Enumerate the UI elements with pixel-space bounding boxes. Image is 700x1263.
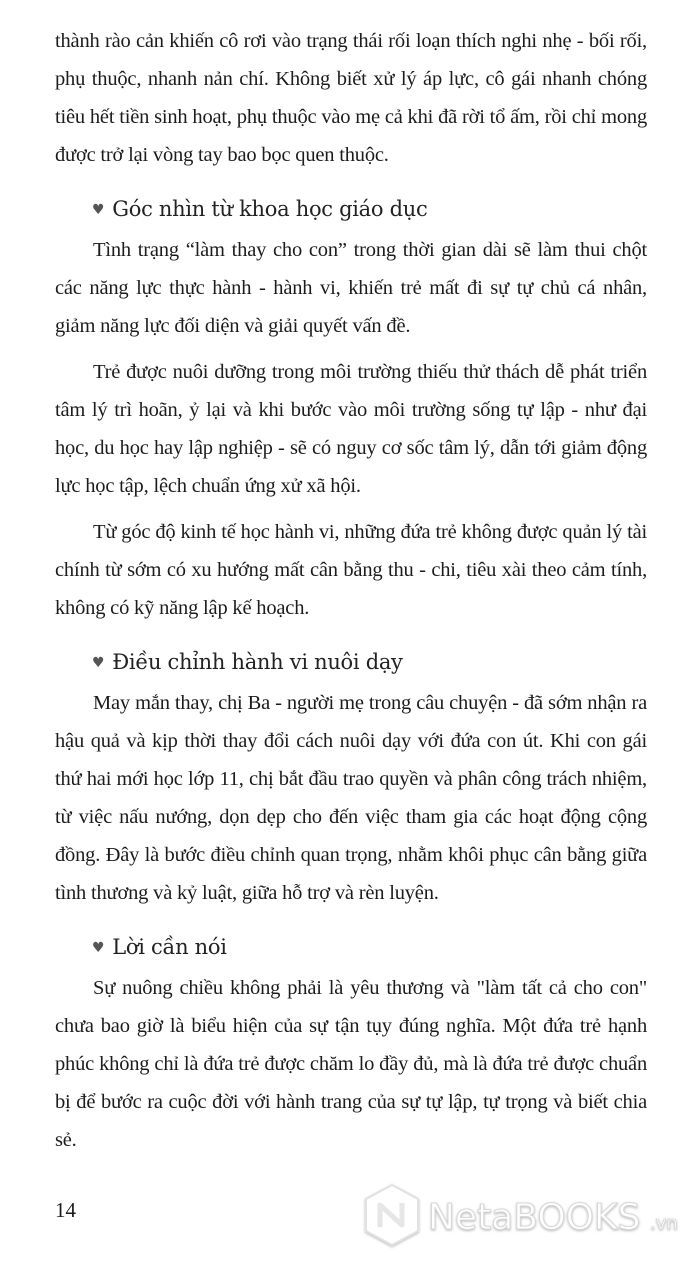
hexagon-n-logo-icon (366, 1185, 418, 1245)
section-heading-adjusting-parenting (92, 647, 647, 680)
heading-text: Lời cần nói (112, 935, 227, 959)
paragraph-doing-for-child: Tình trạng “làm thay cho con” trong thời gian dài sẽ làm thui chột các năng lực thực hành - hành vi, khiến trẻ mất đi sự tự chủ cá nhân, giảm năng lực đối diện và giải quyết vấn đề. (55, 239, 647, 337)
netabooks-watermark-logo (362, 1179, 692, 1259)
heart-icon: ♥ (92, 940, 105, 956)
watermark-suffix-text: .vn (650, 1213, 678, 1234)
paragraph-mother-story: May mắn thay, chị Ba - người mẹ trong câu chuyện - đã sớm nhận ra hậu quả và kịp thời thay đổi cách nuôi dạy với đứa con út. Khi con gái thứ hai mới học lớp 11, chị bắt đầu trao quyền và phân công trách nhiệm, từ việc nấu nướng, dọn dẹp cho đến việc tham gia các hoạt động cộng đồng. Đây là bước điều chỉnh quan trọng, nhằm khôi phục cân bằng giữa tình thương và kỷ luật, giữa hỗ trợ và rèn luyện. (55, 692, 647, 904)
heart-icon: ♥ (92, 655, 105, 671)
page-footer (55, 1173, 678, 1263)
section-heading-education-science (92, 194, 647, 227)
section-heading-closing-words (92, 932, 647, 965)
paragraph-closing: Sự nuông chiều không phải là yêu thương và "làm tất cả cho con" chưa bao giờ là biểu hiện của sự tận tụy đúng nghĩa. Một đứa trẻ hạnh phúc không chỉ là đứa trẻ được chăm lo đầy đủ, mà là đứa trẻ được chuẩn bị để bước ra cuộc đời với hành trang của sự tự lập, tự trọng và biết chia sẻ. (55, 977, 647, 1151)
heading-text: Góc nhìn từ khoa học giáo dục (112, 197, 428, 221)
paragraph-lack-of-challenge: Trẻ được nuôi dưỡng trong môi trường thiếu thử thách dễ phát triển tâm lý trì hoãn, ỷ lại và khi bước vào môi trường sống tự lập - như đại học, du học hay lập nghiệp - sẽ có nguy cơ sốc tâm lý, dẫn tới giảm động lực học tập, lệch chuẩn ứng xử xã hội. (55, 361, 647, 497)
heart-icon: ♥ (92, 202, 105, 218)
watermark-brand-text: NetaBOOKS (428, 1197, 641, 1238)
heading-text: Điều chỉnh hành vi nuôi dạy (112, 650, 403, 674)
paragraph-intro-continuation: thành rào cản khiến cô rơi vào trạng thái rối loạn thích nghi nhẹ - bối rối, phụ thuộc, nhanh nản chí. Không biết xử lý áp lực, cô gái nhanh chóng tiêu hết tiền sinh hoạt, phụ thuộc vào mẹ cả khi đã rời tổ ấm, rồi chỉ mong được trở lại vòng tay bao bọc quen thuộc. (55, 30, 647, 166)
page-number: 14 (55, 1198, 76, 1222)
paragraph-behavioral-economics: Từ góc độ kinh tế học hành vi, những đứa trẻ không được quản lý tài chính từ sớm có xu hướng mất cân bằng thu - chi, tiêu xài theo cảm tính, không có kỹ năng lập kế hoạch. (55, 521, 647, 619)
